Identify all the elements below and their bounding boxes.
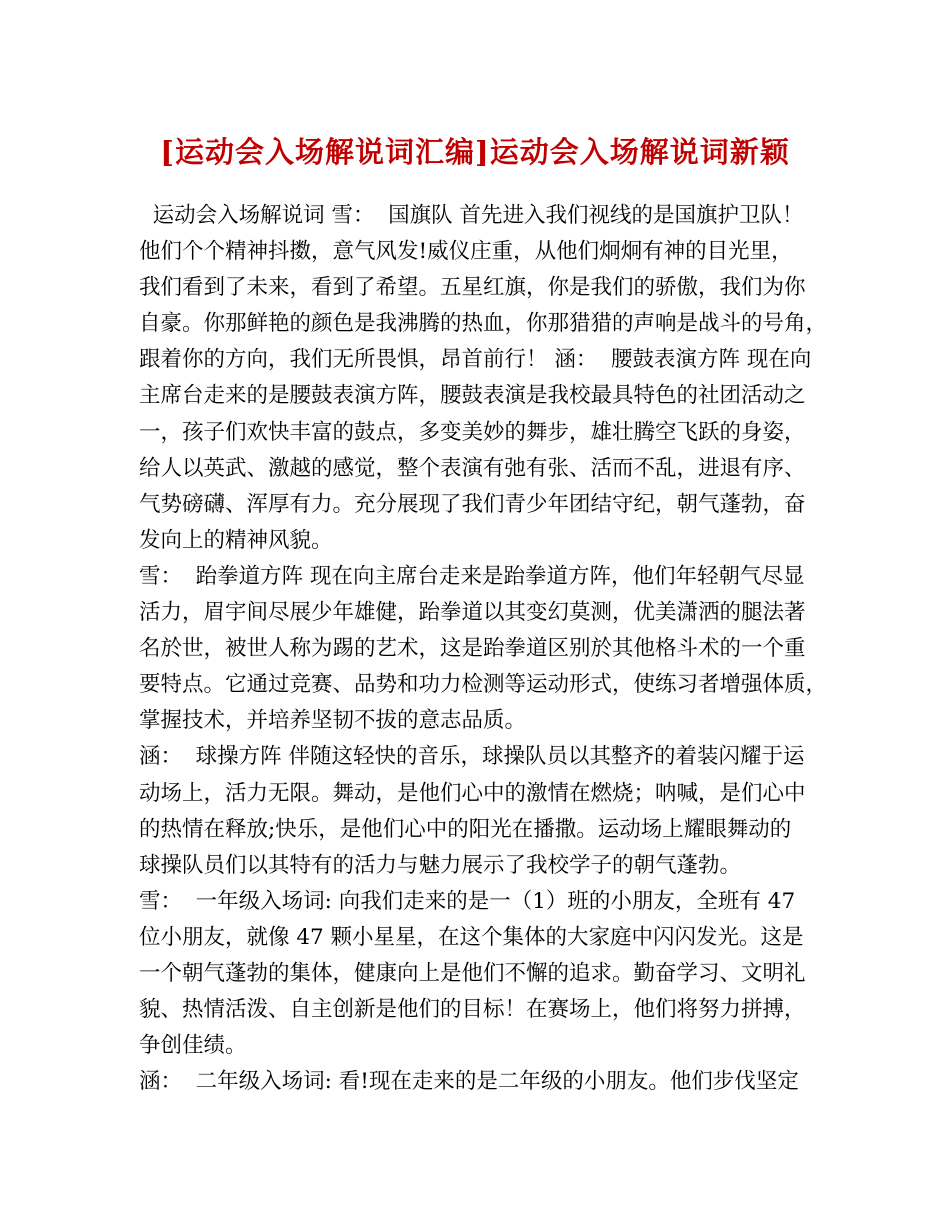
text-line: 位小朋友，就像 47 颗小星星，在这个集体的大家庭中闪闪发光。这是: [139, 924, 804, 950]
text-line: 一，孩子们欢快丰富的鼓点，多变美妙的舞步，雄壮腾空飞跃的身姿，: [139, 419, 806, 445]
text-line: 给人以英武、激越的感觉，整个表演有弛有张、活而不乱，进退有序、: [139, 455, 806, 481]
text-line: 雪： 一年级入场词: 向我们走来的是一（1）班的小朋友，全班有 47: [139, 888, 796, 914]
text-line: 涵： 球操方阵 伴随这轻快的音乐，球操队员以其整齐的着装闪耀于运: [139, 744, 805, 770]
text-line: 争创佳绩。: [139, 1033, 247, 1059]
text-line: 运动会入场解说词 雪： 国旗队 首先进入我们视线的是国旗护卫队！: [139, 203, 804, 228]
text-line: 自豪。你那鲜艳的颜色是我沸腾的热血，你那猎猎的声响是战斗的号角，: [139, 311, 828, 337]
text-line: 跟着你的方向，我们无所畏惧，昂首前行！ 涵： 腰鼓表演方阵 现在向: [139, 347, 812, 373]
text-line: 名於世，被世人称为踢的艺术，这是跆拳道区别於其他格斗术的一个重: [139, 636, 806, 662]
text-line: 我们看到了未来，看到了希望。五星红旗，你是我们的骄傲，我们为你: [139, 275, 806, 301]
text-line: 要特点。它通过竞赛、品势和功力检测等运动形式，使练习者增强体质，: [139, 672, 828, 698]
text-line: 气势磅礴、浑厚有力。充分展现了我们青少年团结守纪，朝气蓬勃，奋: [139, 491, 806, 517]
document-title: [运动会入场解说词汇编]运动会入场解说词新颖: [160, 135, 790, 169]
text-line: 貌、热情活泼、自主创新是他们的目标！在赛场上，他们将努力拼搏，: [139, 997, 806, 1023]
text-line: 动场上，活力无限。舞动，是他们心中的激情在燃烧；呐喊，是们心中: [139, 780, 806, 806]
text-line: 主席台走来的是腰鼓表演方阵，腰鼓表演是我校最具特色的社团活动之: [139, 383, 806, 409]
text-line: 一个朝气蓬勃的集体，健康向上是他们不懈的追求。勤奋学习、文明礼: [139, 960, 806, 986]
text-line: 的热情在释放;快乐，是他们心中的阳光在播撒。运动场上耀眼舞动的: [139, 816, 792, 842]
text-line: 掌握技术，并培养坚韧不拔的意志品质。: [139, 708, 527, 734]
text-line: 球操队员们以其特有的活力与魅力展示了我校学子的朝气蓬勃。: [139, 852, 742, 878]
text-line: 涵： 二年级入场词: 看!现在走来的是二年级的小朋友。他们步伐坚定: [139, 1069, 799, 1095]
document-body: [139, 198, 828, 1100]
text-line: 发向上的精神风貌。: [139, 527, 333, 553]
text-line: 他们个个精神抖擞，意气风发!威仪庄重，从他们炯炯有神的目光里，: [139, 239, 793, 265]
text-line: 活力，眉宇间尽展少年雄健，跆拳道以其变幻莫测，优美潇洒的腿法著: [139, 600, 806, 626]
text-line: 雪： 跆拳道方阵 现在向主席台走来是跆拳道方阵，他们年轻朝气尽显: [139, 563, 805, 589]
